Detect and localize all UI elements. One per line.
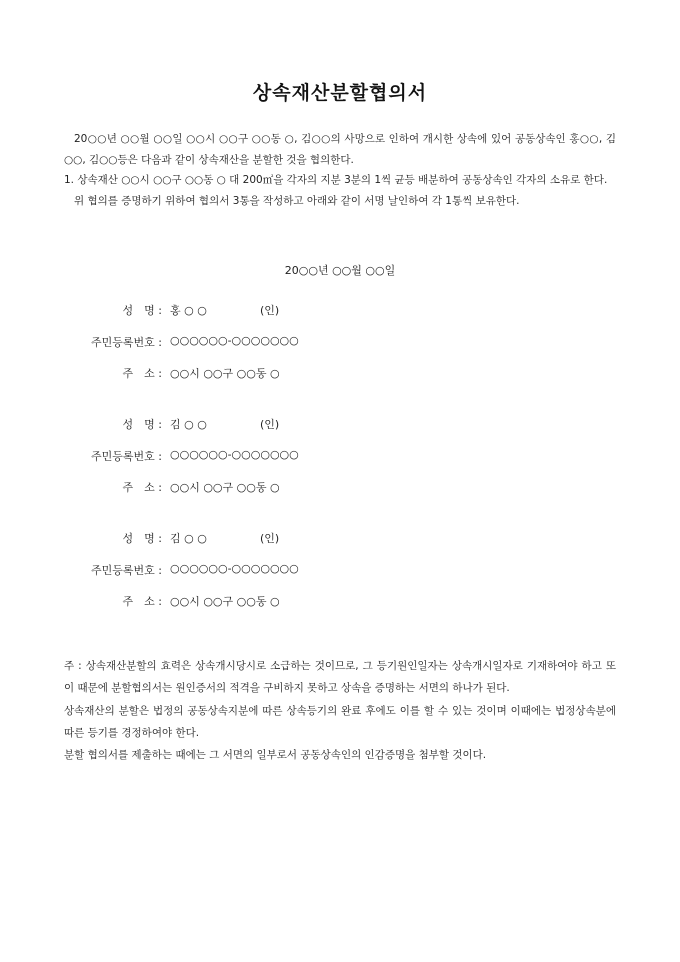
note-paragraph: 주 : 상속재산분할의 효력은 상속개시당시로 소급하는 것이므로, 그 등기원인일자는 상속개시일자로 기재하여야 하고 또 이 때문에 분할협의서는 원인증서의 적격을 구비하지 못하고 상속을 증명하는 서면의 하나가 된다. bbox=[64, 660, 616, 695]
address-label: 주 소 : bbox=[122, 367, 162, 380]
address-label: 주 소 : bbox=[122, 595, 162, 608]
address-label: 주 소 : bbox=[122, 481, 162, 494]
party-resident-no: ○○○○○○-○○○○○○○ bbox=[170, 334, 299, 347]
intro-closing: 위 협의를 증명하기 위하여 협의서 3통을 작성하고 아래와 같이 서명 날인하여 각 1통씩 보유한다. bbox=[74, 194, 520, 207]
seal-mark: (인) bbox=[260, 532, 280, 545]
resident-no-label: 주민등록번호 : bbox=[91, 564, 162, 577]
name-label: 성 명 : bbox=[122, 418, 162, 431]
name-label: 성 명 : bbox=[122, 304, 162, 317]
party-name: 김 ○ ○ bbox=[170, 418, 207, 431]
seal-mark: (인) bbox=[260, 418, 280, 431]
intro-paragraph: 20○○년 ○○월 ○○일 ○○시 ○○구 ○○동 ○, 김○○의 사망으로 인하여 개시한 상속에 있어 공동상속인 홍○○, 김○○, 김○○등은 다음과 같이 상속재산을 분할한 것을 협의한다. bbox=[64, 133, 616, 166]
party-address: ○○시 ○○구 ○○동 ○ bbox=[170, 367, 280, 380]
intro-clause: 1. 상속재산 ○○시 ○○구 ○○동 ○ 대 200㎡을 각자의 지분 3분의 1씩 균등 배분하여 공동상속인 각자의 소유로 한다. bbox=[64, 174, 608, 186]
party-resident-no: ○○○○○○-○○○○○○○ bbox=[170, 562, 299, 575]
document-date: 20○○년 ○○월 ○○일 bbox=[284, 264, 396, 277]
notes-section bbox=[64, 655, 616, 766]
name-label: 성 명 : bbox=[122, 532, 162, 545]
note-paragraph: 상속재산의 분할은 법정의 공동상속지분에 따른 상속등기의 완료 후에도 이를 할 수 있는 것이며 이때에는 법정상속분에 따른 등기를 경정하여야 한다. bbox=[64, 704, 616, 739]
party-resident-no: ○○○○○○-○○○○○○○ bbox=[170, 448, 299, 461]
intro-section bbox=[64, 129, 616, 211]
resident-no-label: 주민등록번호 : bbox=[91, 450, 162, 463]
party-name: 홍 ○ ○ bbox=[170, 304, 207, 317]
party-name: 김 ○ ○ bbox=[170, 532, 207, 545]
party-address: ○○시 ○○구 ○○동 ○ bbox=[170, 595, 280, 608]
document-title: 상속재산분할협의서 bbox=[252, 82, 428, 104]
note-paragraph: 분할 협의서를 제출하는 때에는 그 서면의 일부로서 공동상속인의 인감증명을 첨부할 것이다. bbox=[64, 749, 487, 762]
seal-mark: (인) bbox=[260, 304, 280, 317]
party-address: ○○시 ○○구 ○○동 ○ bbox=[170, 481, 280, 494]
resident-no-label: 주민등록번호 : bbox=[91, 336, 162, 349]
